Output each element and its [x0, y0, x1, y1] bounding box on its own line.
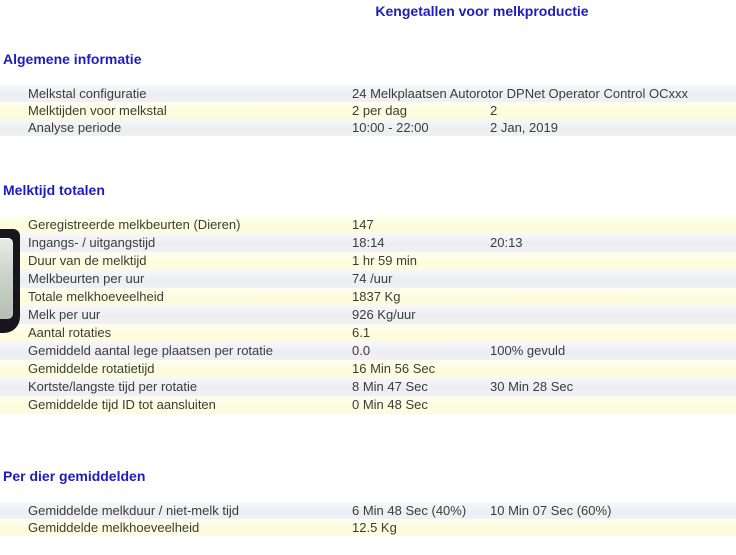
- row-label: Geregistreerde melkbeurten (Dieren): [28, 217, 241, 232]
- row-value-1: 12.5 Kg: [352, 520, 397, 535]
- table-row: [0, 360, 736, 378]
- row-value-2: 30 Min 28 Sec: [490, 379, 574, 394]
- row-label: Aantal rotaties: [28, 325, 112, 340]
- row-value-1: 1837 Kg: [352, 289, 401, 304]
- table-row: [0, 519, 736, 536]
- table-row: [0, 502, 736, 519]
- row-value-1: 74 /uur: [352, 271, 393, 286]
- row-label: Gemiddelde melkhoeveelheid: [28, 520, 200, 535]
- row-label: Ingangs- / uitgangstijd: [28, 235, 156, 250]
- row-label: Kortste/langste tijd per rotatie: [28, 379, 198, 394]
- row-value-2: 100% gevuld: [490, 343, 566, 358]
- table-row: [0, 234, 736, 252]
- row-label: Melkbeurten per uur: [28, 271, 145, 286]
- table-row: [0, 85, 736, 102]
- per-animal-averages-table: [0, 502, 736, 536]
- general-info-table: [0, 85, 736, 136]
- section-heading-per-dier-gemiddelden: Per dier gemiddelden: [3, 468, 146, 484]
- row-value-1: 24 Melkplaatsen Autorotor DPNet Operator Control OCxxx: [352, 86, 688, 101]
- row-label: Gemiddeld aantal lege plaatsen per rotatie: [28, 343, 273, 358]
- table-row: [0, 288, 736, 306]
- row-label: Gemiddelde tijd ID tot aansluiten: [28, 397, 216, 412]
- row-value-1: 8 Min 47 Sec: [352, 379, 428, 394]
- row-value-2: 20:13: [490, 235, 523, 250]
- tooltip-fragment: [0, 229, 20, 333]
- table-row: [0, 216, 736, 234]
- table-row: [0, 324, 736, 342]
- row-label: Analyse periode: [28, 120, 122, 135]
- table-row: [0, 102, 736, 119]
- row-label: Gemiddelde rotatietijd: [28, 361, 155, 376]
- row-label: Melktijden voor melkstal: [28, 103, 167, 118]
- row-value-1: 16 Min 56 Sec: [352, 361, 436, 376]
- table-row: [0, 306, 736, 324]
- section-heading-melktijd-totalen: Melktijd totalen: [3, 182, 105, 198]
- row-value-1: 1 hr 59 min: [352, 253, 418, 268]
- row-value-1: 0 Min 48 Sec: [352, 397, 428, 412]
- row-value-1: 18:14: [352, 235, 385, 250]
- table-row: [0, 119, 736, 136]
- row-label: Totale melkhoeveelheid: [28, 289, 164, 304]
- row-value-2: 10 Min 07 Sec (60%): [490, 503, 612, 518]
- row-label: Melk per uur: [28, 307, 101, 322]
- row-value-1: 0.0: [352, 343, 371, 358]
- row-value-1: 6.1: [352, 325, 371, 340]
- milking-totals-table: [0, 216, 736, 414]
- tooltip-knob: [0, 238, 13, 319]
- row-label: Melkstal configuratie: [28, 86, 147, 101]
- row-label: Gemiddelde melkduur / niet-melk tijd: [28, 503, 239, 518]
- section-heading-algemene-informatie: Algemene informatie: [3, 51, 142, 67]
- table-row: [0, 270, 736, 288]
- page-title: Kengetallen voor melkproductie: [375, 3, 589, 19]
- row-value-1: 147: [352, 217, 374, 232]
- row-value-1: 6 Min 48 Sec (40%): [352, 503, 467, 518]
- table-row: [0, 378, 736, 396]
- row-label: Duur van de melktijd: [28, 253, 147, 268]
- table-row: [0, 252, 736, 270]
- row-value-2: 2 Jan, 2019: [490, 120, 558, 135]
- row-value-1: 926 Kg/uur: [352, 307, 416, 322]
- row-value-1: 10:00 - 22:00: [352, 120, 429, 135]
- table-row: [0, 396, 736, 414]
- row-value-2: 2: [490, 103, 498, 118]
- table-row: [0, 342, 736, 360]
- row-value-1: 2 per dag: [352, 103, 407, 118]
